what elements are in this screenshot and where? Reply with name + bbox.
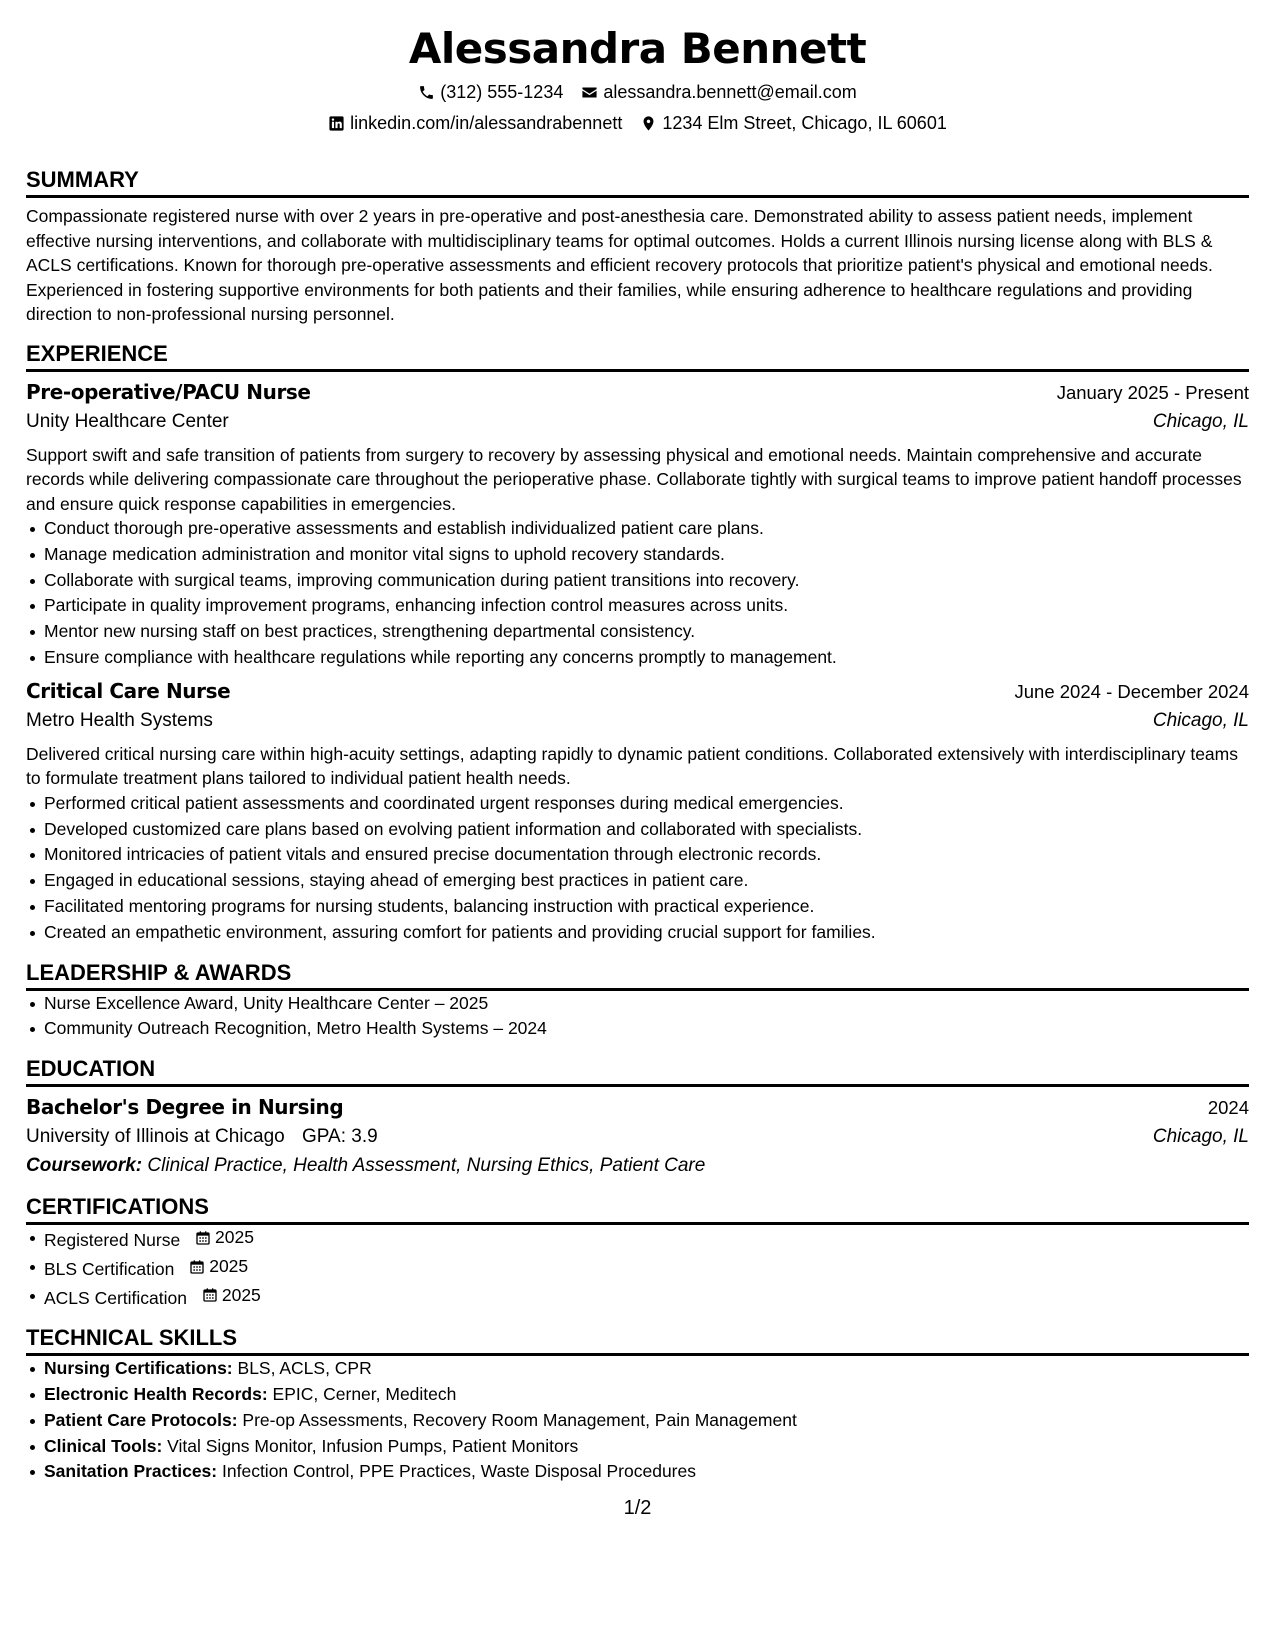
education-heading: EDUCATION [26, 1056, 1249, 1087]
list-item [44, 1434, 1249, 1460]
job-description: Support swift and safe transition of patients from surgery to recovery by assessing physical and emotional needs. Maintain comprehensive and accurate records while delivering compassionate care throughout the perioperative phase. Collaborate tightly with surgical teams to improve patient handoff processes and ensure quick response capabilities in emergencies. [26, 444, 1242, 514]
experience-heading: EXPERIENCE [26, 341, 1249, 372]
linkedin-icon [328, 115, 345, 132]
school-name: University of Illinois at Chicago [26, 1126, 285, 1148]
leadership-section [26, 960, 1249, 1043]
list-item: Monitored intricacies of patient vitals and ensured precise documentation through electronic records. [44, 842, 1249, 868]
list-item: Nurse Excellence Award, Unity Healthcare Center – 2025 [44, 991, 1249, 1017]
list-item [44, 1382, 1249, 1408]
cert-year: 2025 [209, 1255, 249, 1276]
list-item: Collaborate with surgical teams, improving communication during patient transitions into recovery. [44, 568, 1249, 594]
list-item [44, 1459, 1249, 1485]
list-item: Engaged in educational sessions, staying ahead of emerging best practices in patient care. [44, 868, 1249, 894]
skill-value: Vital Signs Monitor, Infusion Pumps, Patient Monitors [167, 1435, 579, 1456]
skill-value: Pre-op Assessments, Recovery Room Management, Pain Management [242, 1409, 797, 1430]
degree-title: Bachelor's Degree in Nursing [26, 1095, 344, 1120]
address-text: 1234 Elm Street, Chicago, IL 60601 [662, 113, 947, 133]
summary-section [26, 167, 1249, 327]
coursework-list: Clinical Practice, Health Assessment, Nursing Ethics, Patient Care [147, 1155, 706, 1177]
linkedin-text[interactable]: linkedin.com/in/alessandrabennett [350, 113, 623, 133]
list-item: Participate in quality improvement programs, enhancing infection control measures across units. [44, 593, 1249, 619]
skill-label: Sanitation Practices: [44, 1461, 218, 1482]
leadership-heading: LEADERSHIP & AWARDS [26, 960, 1249, 991]
graduation-year: 2024 [1207, 1097, 1249, 1119]
list-item: Mentor new nursing staff on best practices, strengthening departmental consistency. [44, 619, 1249, 645]
phone-icon [418, 84, 435, 101]
page-number: 1/2 [623, 1497, 652, 1519]
cert-name: Registered Nurse [44, 1230, 181, 1251]
list-item: Community Outreach Recognition, Metro Health Systems – 2024 [44, 1016, 1249, 1042]
list-item [44, 1283, 1249, 1312]
list-item: Ensure compliance with healthcare regulations while reporting any concerns promptly to management. [44, 645, 1249, 671]
job-title: Pre-operative/PACU Nurse [26, 379, 311, 404]
cert-name: ACLS Certification [44, 1287, 187, 1308]
list-item: Created an empathetic environment, assuring comfort for patients and providing crucial support for families. [44, 920, 1249, 946]
calendar-icon [202, 1287, 218, 1303]
summary-text: Compassionate registered nurse with over 2 years in pre-operative and post-anesthesia care. Demonstrated ability to assess patient needs, implement effective nursing interventions, and collaborate with multidisciplinary teams for optimal outcomes. Holds a current Illinois nursing license along with BLS & ACLS certifications. Known for thorough pre-operative assessments and efficient recovery protocols that prioritize patient's physical and emotional needs. Experienced in fostering supportive environments for both patients and their families, while ensuring adherence to healthcare regulations and providing direction to non-professional nursing personnel. [26, 206, 1213, 324]
skill-value: Infection Control, PPE Practices, Waste Disposal Procedures [222, 1461, 696, 1482]
cert-year: 2025 [221, 1284, 261, 1305]
contact-row-2 [26, 111, 1249, 135]
certifications-list [26, 1225, 1249, 1311]
skill-label: Patient Care Protocols: [44, 1409, 238, 1430]
calendar-icon [189, 1259, 205, 1275]
coursework [26, 1151, 1249, 1180]
envelope-icon [581, 84, 598, 101]
list-item: Conduct thorough pre-operative assessments and establish individualized patient care plans. [44, 516, 1249, 542]
job-entry [26, 677, 1249, 946]
map-pin-icon [640, 115, 657, 132]
awards-list [26, 991, 1249, 1043]
job-company: Unity Healthcare Center [26, 410, 229, 432]
job-dates: June 2024 - December 2024 [1014, 680, 1249, 702]
job-location: Chicago, IL [1152, 709, 1249, 731]
phone-contact [418, 80, 563, 104]
certifications-heading: CERTIFICATIONS [26, 1194, 1249, 1225]
job-title: Critical Care Nurse [26, 678, 231, 703]
linkedin-contact[interactable] [328, 111, 622, 135]
email-contact[interactable] [581, 80, 856, 104]
list-item: Performed critical patient assessments and coordinated urgent responses during medical emergencies. [44, 791, 1249, 817]
skill-label: Clinical Tools: [44, 1435, 163, 1456]
school-location: Chicago, IL [1152, 1126, 1249, 1148]
summary-heading: SUMMARY [26, 167, 1249, 198]
list-item [44, 1254, 1249, 1283]
calendar-icon [195, 1230, 211, 1246]
skills-heading: TECHNICAL SKILLS [26, 1325, 1249, 1356]
job-entry [26, 378, 1249, 671]
list-item: Developed customized care plans based on evolving patient information and collaborated with specialists. [44, 817, 1249, 843]
skill-label: Electronic Health Records: [44, 1384, 268, 1405]
cert-name: BLS Certification [44, 1258, 175, 1279]
job-description: Delivered critical nursing care within high-acuity settings, adapting rapidly to dynamic patient conditions. Collaborated extensively with interdisciplinary teams to formulate treatment plans tailored to individual patient health needs. [26, 743, 1238, 789]
phone-text: (312) 555-1234 [440, 82, 564, 102]
skill-label: Nursing Certifications: [44, 1358, 233, 1379]
cert-year: 2025 [215, 1227, 254, 1248]
list-item [44, 1408, 1249, 1434]
candidate-name: Alessandra Bennett [408, 24, 867, 73]
skill-value: BLS, ACLS, CPR [237, 1358, 372, 1379]
certifications-section [26, 1194, 1249, 1311]
list-item: Facilitated mentoring programs for nursing students, balancing instruction with practical experience. [44, 894, 1249, 920]
list-item [44, 1225, 1249, 1254]
job-dates: January 2025 - Present [1056, 381, 1249, 403]
email-text[interactable]: alessandra.bennett@email.com [603, 82, 857, 102]
job-company: Metro Health Systems [26, 709, 213, 731]
education-section [26, 1056, 1249, 1180]
skill-value: EPIC, Cerner, Meditech [272, 1384, 457, 1405]
skills-section [26, 1325, 1249, 1485]
address-contact [640, 111, 947, 135]
list-item: Manage medication administration and monitor vital signs to uphold recovery standards. [44, 542, 1249, 568]
experience-section [26, 341, 1249, 946]
job-bullets [26, 516, 1249, 671]
skills-list [26, 1356, 1249, 1485]
job-bullets [26, 791, 1249, 946]
gpa: GPA: 3.9 [302, 1126, 378, 1148]
list-item [44, 1356, 1249, 1382]
coursework-label: Coursework: [26, 1155, 143, 1177]
contact-row-1 [26, 80, 1249, 104]
job-location: Chicago, IL [1152, 410, 1249, 432]
